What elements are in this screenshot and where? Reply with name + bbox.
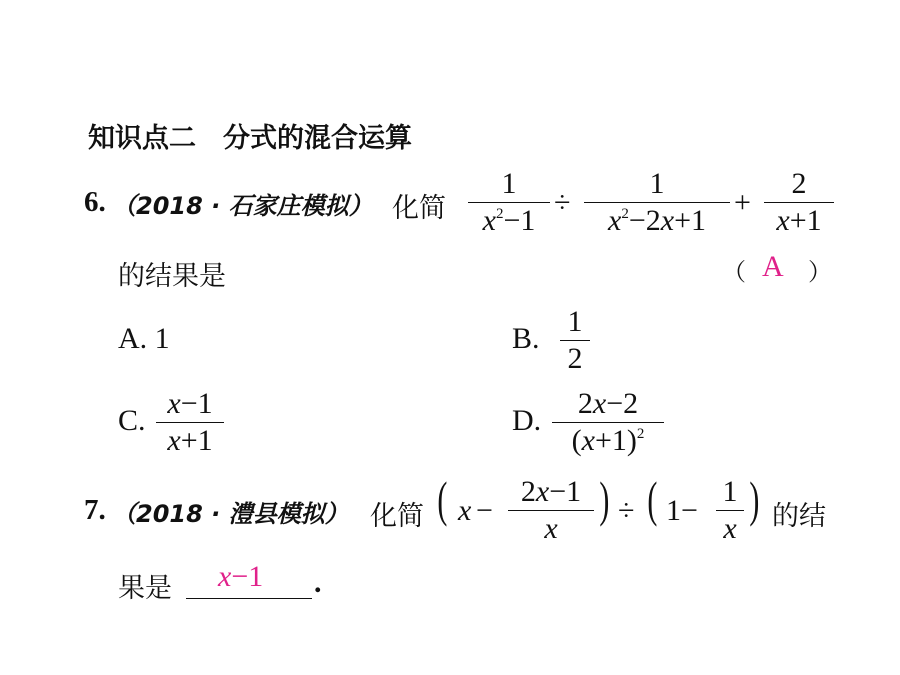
question-number: 6. [84,186,106,218]
option-d-label: D. [512,404,542,437]
left-paren: ( [437,471,448,527]
option-c-fraction: x−1 x+1 [156,388,224,457]
answer-blank-line [186,598,312,599]
option-a: A. 1 [118,322,170,355]
section-title: 知识点二 分式的混合运算 [88,123,412,154]
question-number: 7. [84,494,106,526]
question-tail: 的结果是 [118,261,226,292]
question-prompt: 化简 [370,501,424,532]
divide-operator: ÷ [554,186,571,219]
term-x: x [458,494,472,527]
option-c-label: C. [118,404,146,437]
right-paren-2: ) [749,471,760,527]
question-source: （2018 · 石家庄模拟） [112,192,373,220]
option-d-fraction: 2x−2 $(x+1)^2$ [552,388,664,462]
answer-value: x−1 [218,560,264,593]
fraction-3: 2 x+1 [764,168,834,237]
period: . [314,566,322,599]
right-paren: ) [599,471,610,527]
question-tail-1: 的结 [772,501,826,532]
term-one-minus: 1− [666,494,698,527]
answer-value: A [762,250,784,283]
plus-operator: + [734,186,751,219]
answer-open-paren: （ [722,260,746,286]
option-b-fraction: 1 2 [560,306,590,375]
fraction-2: 1 $x^2-2x+1$ [584,168,730,242]
minus-operator: − [476,494,493,527]
left-paren-2: ( [647,471,658,527]
question-tail-2: 果是 [118,573,172,604]
fraction-1: 1 $x^2-1$ [468,168,550,242]
q7-fraction-1: 2x−1 x [508,476,594,545]
divide-operator: ÷ [618,494,635,527]
q7-fraction-2: 1 x [716,476,744,545]
option-b-label: B. [512,322,540,355]
answer-close-paren: ） [808,260,832,286]
question-source: （2018 · 澧县模拟） [112,500,349,528]
question-prompt: 化简 [392,193,446,224]
